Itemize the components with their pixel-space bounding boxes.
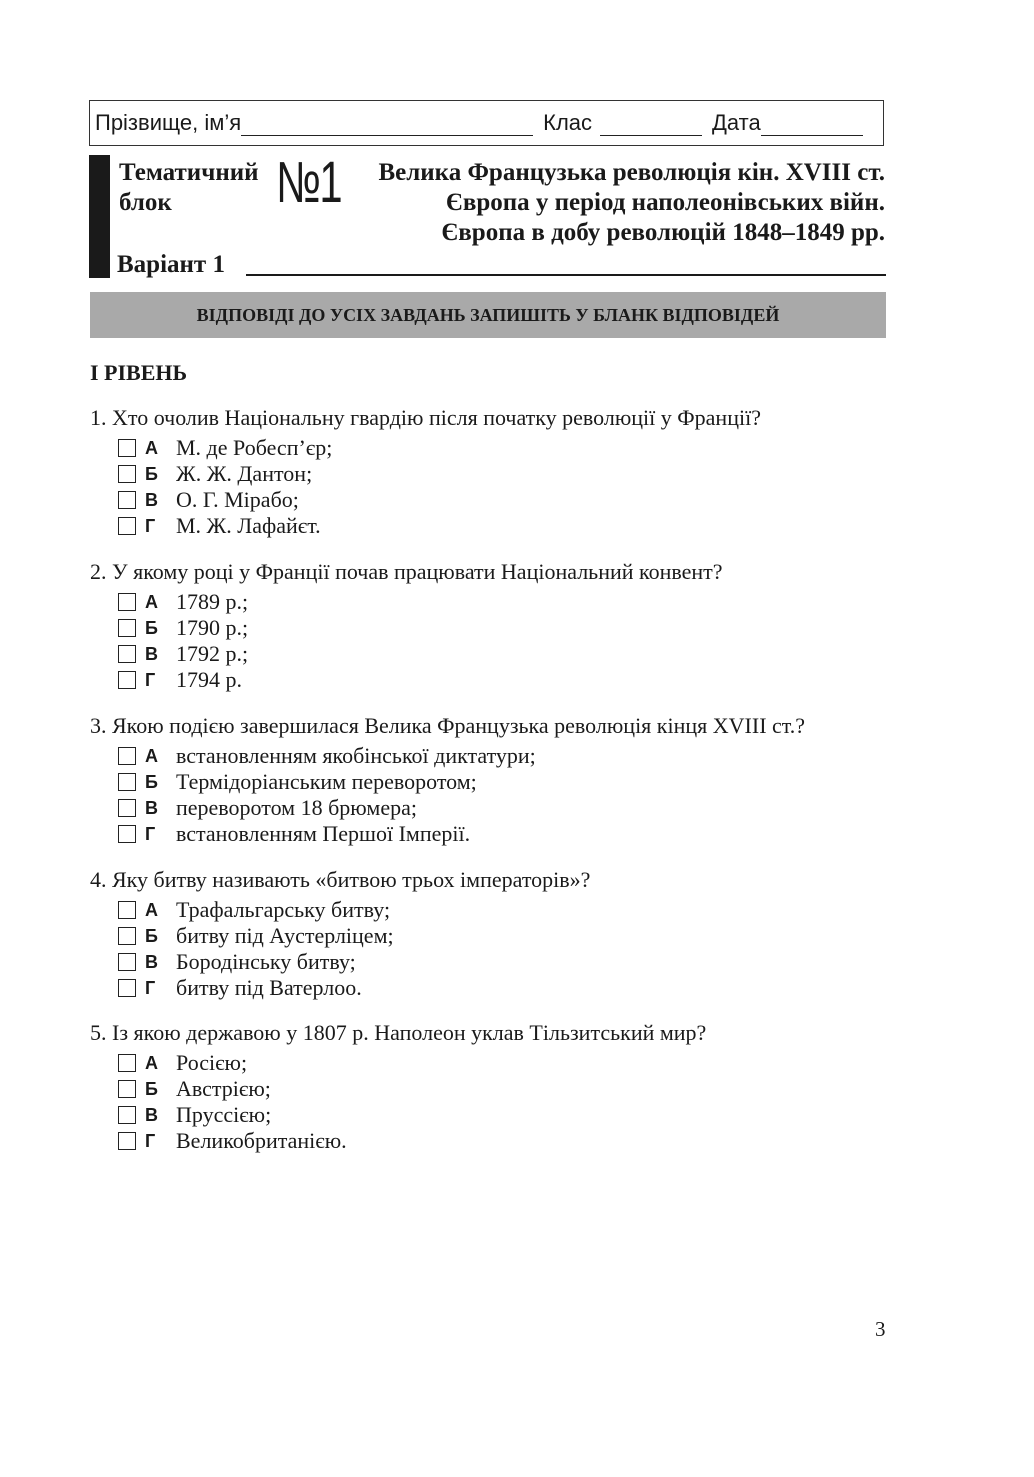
topic-line: Велика Французька революція кін. XVIII ст. xyxy=(378,159,885,186)
answer-checkbox[interactable] xyxy=(118,1106,136,1124)
answer-letter: Г xyxy=(145,669,156,690)
answer-checkbox[interactable] xyxy=(118,979,136,997)
answer-text: М. де Робесп’єр; xyxy=(176,435,333,460)
class-field[interactable] xyxy=(600,115,702,136)
answer-letter: Г xyxy=(145,1130,156,1151)
variant-underline xyxy=(246,274,886,276)
answer-options xyxy=(118,589,723,693)
question-text: 2. У якому році у Франції почав працювати Національний конвент? xyxy=(90,559,723,584)
answer-checkbox[interactable] xyxy=(118,491,136,509)
answer-option[interactable] xyxy=(118,975,590,1001)
answer-options xyxy=(118,1050,706,1154)
answer-option[interactable] xyxy=(118,795,805,821)
answer-text: Ж. Ж. Дантон; xyxy=(176,461,313,486)
answer-text: М. Ж. Лафайєт. xyxy=(176,513,321,538)
answer-option[interactable] xyxy=(118,769,805,795)
block-number: №1 xyxy=(276,150,342,215)
answer-option[interactable] xyxy=(118,923,590,949)
answer-letter: А xyxy=(145,899,158,920)
topic-title xyxy=(378,158,885,248)
answer-letter: Б xyxy=(145,463,158,484)
answer-letter: В xyxy=(145,1104,158,1125)
answer-text: Термідоріанським переворотом; xyxy=(176,769,477,794)
answer-letter: А xyxy=(145,437,158,458)
question-text: 3. Якою подією завершилася Велика Французька революція кінця XVIII ст.? xyxy=(90,713,806,738)
block-side-bar xyxy=(89,155,110,278)
answer-option[interactable] xyxy=(118,435,761,461)
answer-option[interactable] xyxy=(118,487,761,513)
question-text: 5. Із якою державою у 1807 р. Наполеон уклав Тільзитський мир? xyxy=(90,1020,707,1045)
topic-line: Європа в добу революцій 1848–1849 рр. xyxy=(441,219,885,246)
block-label-line: блок xyxy=(119,189,172,216)
answer-text: встановленням Першої Імперії. xyxy=(176,821,471,846)
date-label: Дата xyxy=(712,110,761,135)
answer-text: встановленням якобінської диктатури; xyxy=(176,743,536,768)
question xyxy=(90,711,805,847)
answer-checkbox[interactable] xyxy=(118,1054,136,1072)
answer-checkbox[interactable] xyxy=(118,901,136,919)
answer-letter: В xyxy=(145,797,158,818)
question-text: 1. Хто очолив Національну гвардію після початку революції у Франції? xyxy=(90,405,761,430)
answer-letter: В xyxy=(145,951,158,972)
answer-checkbox[interactable] xyxy=(118,645,136,663)
name-label: Прізвище, ім’я xyxy=(95,110,242,135)
name-field[interactable] xyxy=(241,115,533,136)
answer-checkbox[interactable] xyxy=(118,799,136,817)
answer-checkbox[interactable] xyxy=(118,1080,136,1098)
answer-letter: Г xyxy=(145,823,156,844)
answer-option[interactable] xyxy=(118,949,590,975)
answer-option[interactable] xyxy=(118,461,761,487)
answer-letter: А xyxy=(145,1052,158,1073)
answer-text: О. Г. Мірабо; xyxy=(176,487,299,512)
answer-letter: Б xyxy=(145,925,158,946)
answer-checkbox[interactable] xyxy=(118,593,136,611)
answer-option[interactable] xyxy=(118,513,761,539)
answer-checkbox[interactable] xyxy=(118,1132,136,1150)
answer-text: 1794 р. xyxy=(176,667,242,692)
answer-option[interactable] xyxy=(118,641,723,667)
answer-text: Австрією; xyxy=(176,1076,271,1101)
answer-text: 1790 р.; xyxy=(176,615,249,640)
answer-letter: В xyxy=(145,489,158,510)
answer-option[interactable] xyxy=(118,667,723,693)
answer-option[interactable] xyxy=(118,821,805,847)
question-text: 4. Яку битву називають «битвою трьох імператорів»? xyxy=(90,867,591,892)
answer-option[interactable] xyxy=(118,897,590,923)
answer-checkbox[interactable] xyxy=(118,439,136,457)
answer-checkbox[interactable] xyxy=(118,773,136,791)
answer-checkbox[interactable] xyxy=(118,619,136,637)
answer-option[interactable] xyxy=(118,1128,706,1154)
question xyxy=(90,1018,706,1154)
answer-checkbox[interactable] xyxy=(118,671,136,689)
answer-letter: В xyxy=(145,643,158,664)
answer-letter: А xyxy=(145,591,158,612)
answer-option[interactable] xyxy=(118,1050,706,1076)
answer-letter: Б xyxy=(145,617,158,638)
instruction-banner: ВІДПОВІДІ ДО УСІХ ЗАВДАНЬ ЗАПИШІТЬ У БЛАНК ВІДПОВІДЕЙ xyxy=(90,292,886,338)
date-field[interactable] xyxy=(761,115,863,136)
answer-options xyxy=(118,743,805,847)
class-label: Клас xyxy=(543,110,593,135)
answer-checkbox[interactable] xyxy=(118,953,136,971)
answer-text: переворотом 18 брюмера; xyxy=(176,795,417,820)
variant-label: Варіант 1 xyxy=(117,251,225,278)
answer-text: 1792 р.; xyxy=(176,641,249,666)
answer-text: Росією; xyxy=(176,1050,248,1075)
answer-text: 1789 р.; xyxy=(176,589,249,614)
answer-text: Великобританією. xyxy=(176,1128,347,1153)
answer-text: Трафальгарську битву; xyxy=(176,897,391,922)
answer-text: битву під Ватерлоо. xyxy=(176,975,362,1000)
answer-option[interactable] xyxy=(118,1076,706,1102)
answer-checkbox[interactable] xyxy=(118,747,136,765)
answer-letter: Г xyxy=(145,515,156,536)
answer-text: битву під Аустерліцем; xyxy=(176,923,394,948)
answer-letter: А xyxy=(145,745,158,766)
answer-option[interactable] xyxy=(118,1102,706,1128)
answer-letter: Б xyxy=(145,771,158,792)
answer-text: Пруссією; xyxy=(176,1102,272,1127)
question xyxy=(90,865,590,1001)
block-label-line: Тематичний xyxy=(119,159,259,186)
block-label xyxy=(119,158,259,218)
answer-options xyxy=(118,435,761,539)
level-title: І РІВЕНЬ xyxy=(90,360,188,385)
answer-option[interactable] xyxy=(118,615,723,641)
topic-line: Європа у період наполеонівських війн. xyxy=(445,189,885,216)
question xyxy=(90,403,761,539)
answer-checkbox[interactable] xyxy=(118,825,136,843)
answer-checkbox[interactable] xyxy=(118,465,136,483)
answer-letter: Г xyxy=(145,977,156,998)
answer-option[interactable] xyxy=(118,743,805,769)
answer-options xyxy=(118,897,590,1001)
answer-checkbox[interactable] xyxy=(118,517,136,535)
question xyxy=(90,557,723,693)
answer-checkbox[interactable] xyxy=(118,927,136,945)
answer-text: Бородінську битву; xyxy=(176,949,356,974)
answer-option[interactable] xyxy=(118,589,723,615)
student-info-row xyxy=(89,100,884,146)
answer-letter: Б xyxy=(145,1078,158,1099)
page-number: 3 xyxy=(875,1317,886,1341)
